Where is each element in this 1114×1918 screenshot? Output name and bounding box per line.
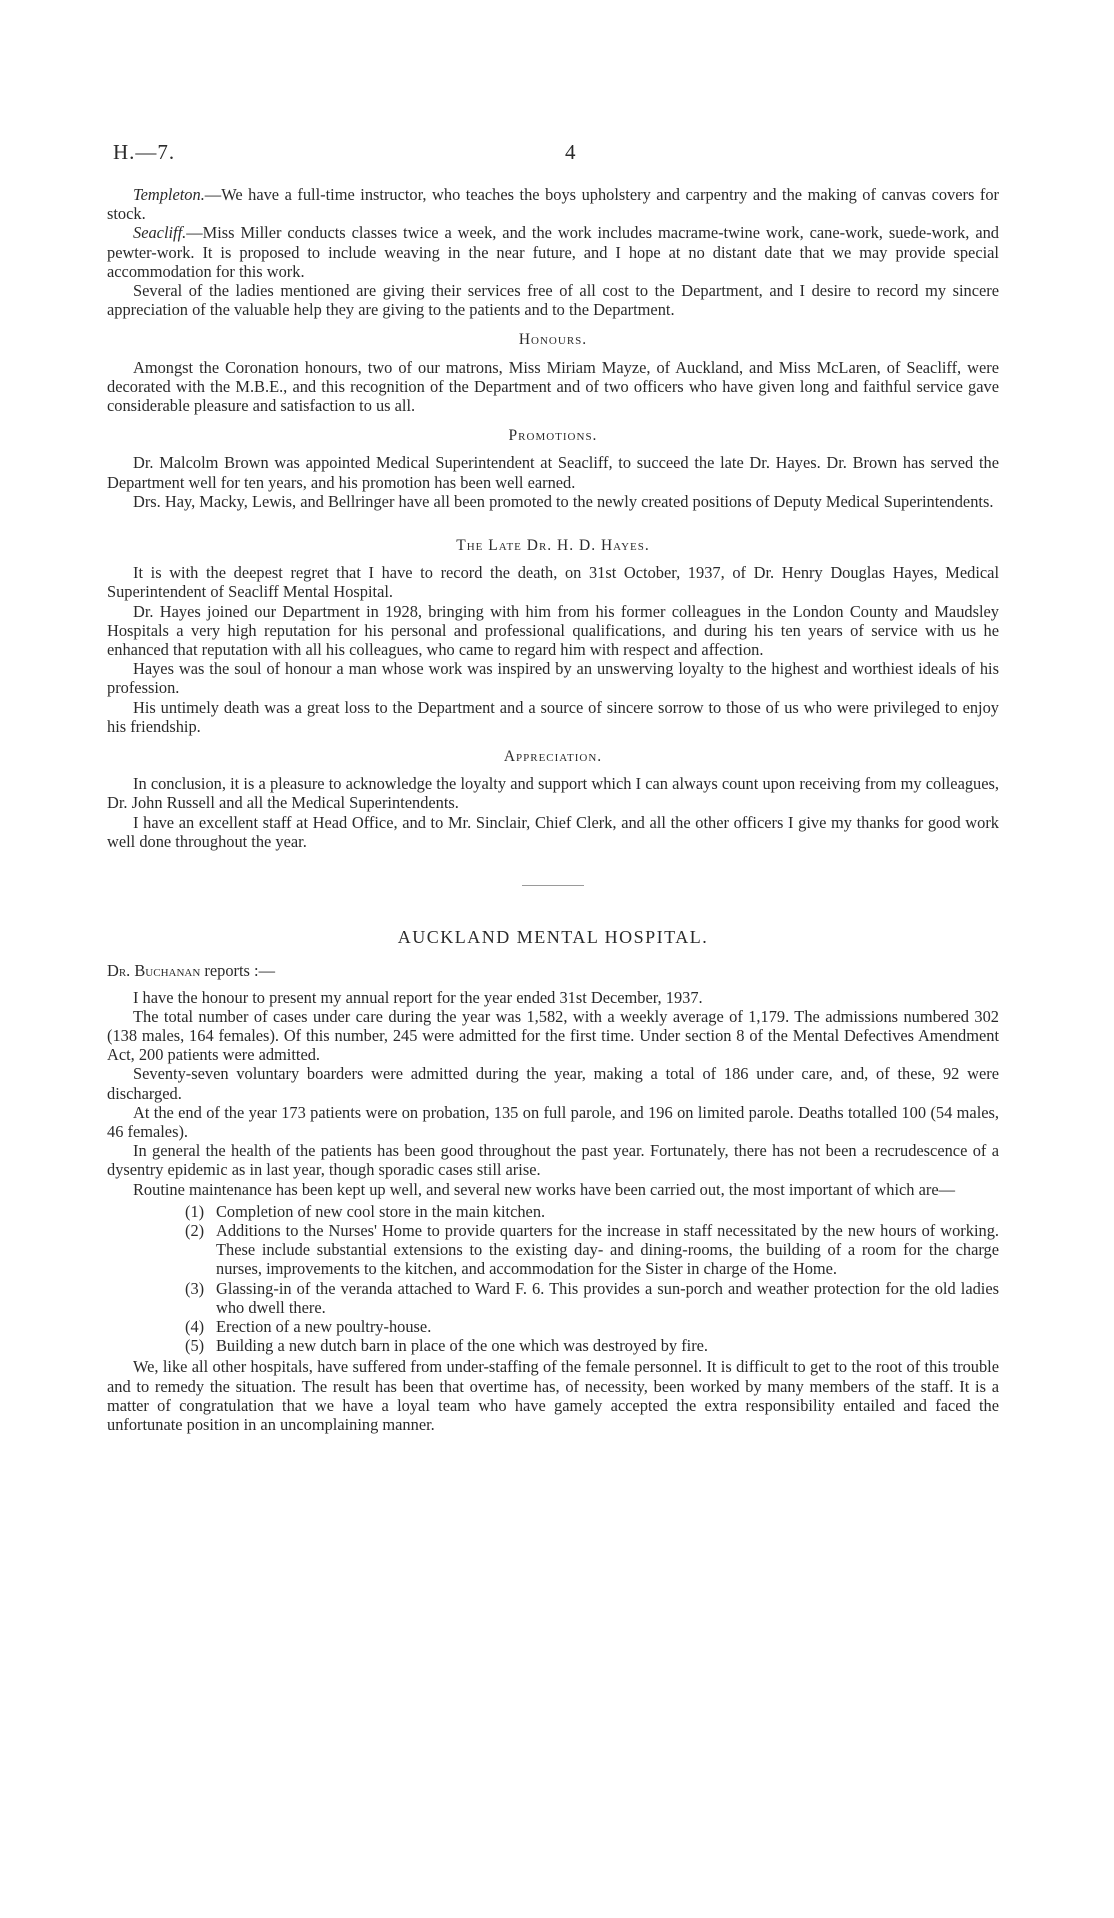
list-item-text: Building a new dutch barn in place of the one which was destroyed by fire. — [216, 1336, 709, 1356]
list-item — [185, 1221, 999, 1279]
templeton-text: —We have a full-time instructor, who teaches the boys upholstery and carpentry and the making of canvas covers for stock. — [107, 185, 999, 224]
works-list — [107, 1202, 999, 1356]
appreciation-paragraph-1: In conclusion, it is a pleasure to acknowledge the loyalty and support which I can always count upon receiving from my colleagues, Dr. John Russell and all the Medical Superintendents. — [107, 774, 999, 813]
promotions-paragraph-2: Drs. Hay, Macky, Lewis, and Bellringer have all been promoted to the newly created positions of Deputy Medical Superintendents. — [133, 491, 994, 511]
list-item-number: (3) — [185, 1278, 205, 1298]
list-item-number: (4) — [185, 1316, 205, 1336]
list-item-text: Erection of a new poultry-house. — [216, 1316, 432, 1336]
list-item-text: Glassing-in of the veranda attached to Ward F. 6. This provides a sun-porch and weather protection for the old ladies who dwell there. — [216, 1278, 999, 1317]
seacliff-paragraph — [107, 223, 999, 281]
auckland-paragraph-3: Seventy-seven voluntary boarders were admitted during the year, making a total of 186 under care, and, of these, 92 were discharged. — [107, 1064, 999, 1103]
templeton-label: Templeton. — [133, 185, 205, 204]
list-item-number: (2) — [185, 1220, 205, 1240]
seacliff-label: Seacliff. — [133, 223, 187, 243]
list-item-text: Completion of new cool store in the main kitchen. — [216, 1201, 546, 1221]
section-divider — [522, 885, 584, 886]
auckland-paragraph-5: In general the health of the patients has been good throughout the past year. Fortunately, there has not been a recrudescence of a dysentry epidemic as in last year, though sporadic cases still arise. — [107, 1141, 999, 1180]
list-item-text: Additions to the Nurses' Home to provide quarters for the increase in staff necessitated by the new hours of working. These include substantial extensions to the existing day- and dining-rooms, the building of a room for the charge nurses, improvements to the kitchen, and accommodation for the Sister in charge of the Home. — [216, 1220, 999, 1279]
auckland-heading: AUCKLAND MENTAL HOSPITAL. — [397, 927, 709, 948]
list-item-number: (5) — [185, 1336, 205, 1356]
list-item — [185, 1336, 999, 1355]
spacer — [107, 981, 999, 988]
auckland-paragraph-1: I have the honour to present my annual report for the year ended 31st December, 1937. — [133, 987, 703, 1007]
appreciation-heading: Appreciation. — [503, 748, 603, 766]
honours-heading: Honours. — [518, 331, 588, 349]
hayes-paragraph-3: Hayes was the soul of honour a man whose work was inspired by an unswerving loyalty to the highest and worthiest ideals of his profession. — [107, 659, 999, 698]
auckland-paragraph-7: We, like all other hospitals, have suffered from under-staffing of the female personnel. It is difficult to get to the root of this trouble and to remedy the situation. The result has been that overtime has, of necessity, been worked by many members of the staff. It is a matter of congratulation that we have a loyal team who have gamely accepted the extra responsibility entailed and faced the unfortunate position in an uncomplaining manner. — [107, 1357, 999, 1434]
promotions-heading: Promotions. — [508, 427, 598, 445]
auckland-paragraph-6: Routine maintenance has been kept up well, and several new works have been carried out, the most important of which are— — [133, 1179, 955, 1199]
hayes-paragraph-4: His untimely death was a great loss to the Department and a source of sincere sorrow to those of us who were privileged to enjoy his friendship. — [107, 697, 999, 736]
list-item — [185, 1279, 999, 1317]
document-body — [107, 185, 999, 1434]
spacer — [107, 511, 999, 525]
auckland-paragraph-4: At the end of the year 173 patients were on probation, 135 on full parole, and 196 on limited parole. Deaths totalled 100 (54 males, 46 females). — [107, 1102, 999, 1141]
reporter-name: Dr. Buchanan — [107, 961, 201, 981]
reporter-suffix: reports :— — [200, 961, 275, 981]
hayes-paragraph-1: It is with the deepest regret that I have to record the death, on 31st October, 1937, of Dr. Henry Douglas Hayes, Medical Superintendent of Seacliff Mental Hospital. — [107, 563, 999, 602]
list-item-number: (1) — [185, 1201, 205, 1221]
ladies-paragraph: Several of the ladies mentioned are giving their services free of all cost to the Department, and I desire to record my sincere appreciation of the valuable help they are giving to the patients and to the Department. — [107, 281, 999, 320]
reporter-line — [107, 961, 999, 980]
honours-paragraph: Amongst the Coronation honours, two of our matrons, Miss Miriam Mayze, of Auckland, and Miss McLaren, of Seacliff, were decorated with the M.B.E., and this recognition of the Department and of two officers who have given long and faithful service gave considerable pleasure and satisfaction to us all. — [107, 357, 999, 416]
templeton-paragraph — [107, 185, 999, 223]
promotions-paragraph-1: Dr. Malcolm Brown was appointed Medical Superintendent at Seacliff, to succeed the late Dr. Hayes. Dr. Brown has served the Department well for ten years, and his promotion has been well earned. — [107, 453, 999, 492]
page-number: 4 — [565, 140, 576, 164]
list-item — [185, 1202, 999, 1221]
hayes-paragraph-2: Dr. Hayes joined our Department in 1928, bringing with him from his former colleagues in the London County and Maudsley Hospitals a very high reputation for his personal and professional qualifications, and during his ten years of service with us he enhanced that reputation with all his colleagues, who came to regard him with respect and affection. — [107, 601, 999, 660]
hayes-heading: The Late Dr. H. D. Hayes. — [456, 537, 650, 555]
seacliff-text: —Miss Miller conducts classes twice a week, and the work includes macrame-twine work, cane-work, suede-work, and pewter-work. It is proposed to include weaving in the near future, and I hope at no distant date that we may provide special accommodation for this work. — [107, 223, 999, 281]
list-item — [185, 1317, 999, 1336]
appreciation-paragraph-2: I have an excellent staff at Head Office, and to Mr. Sinclair, Chief Clerk, and all the other officers I give my thanks for good work well done throughout the year. — [107, 812, 999, 851]
report-reference: H.—7. — [113, 140, 176, 164]
auckland-paragraph-2: The total number of cases under care during the year was 1,582, with a weekly average of 1,179. The admissions numbered 302 (138 males, 164 females). Of this number, 245 were admitted for the first time. Under section 8 of the Mental Defectives Amendment Act, 200 patients were admitted. — [107, 1006, 999, 1065]
